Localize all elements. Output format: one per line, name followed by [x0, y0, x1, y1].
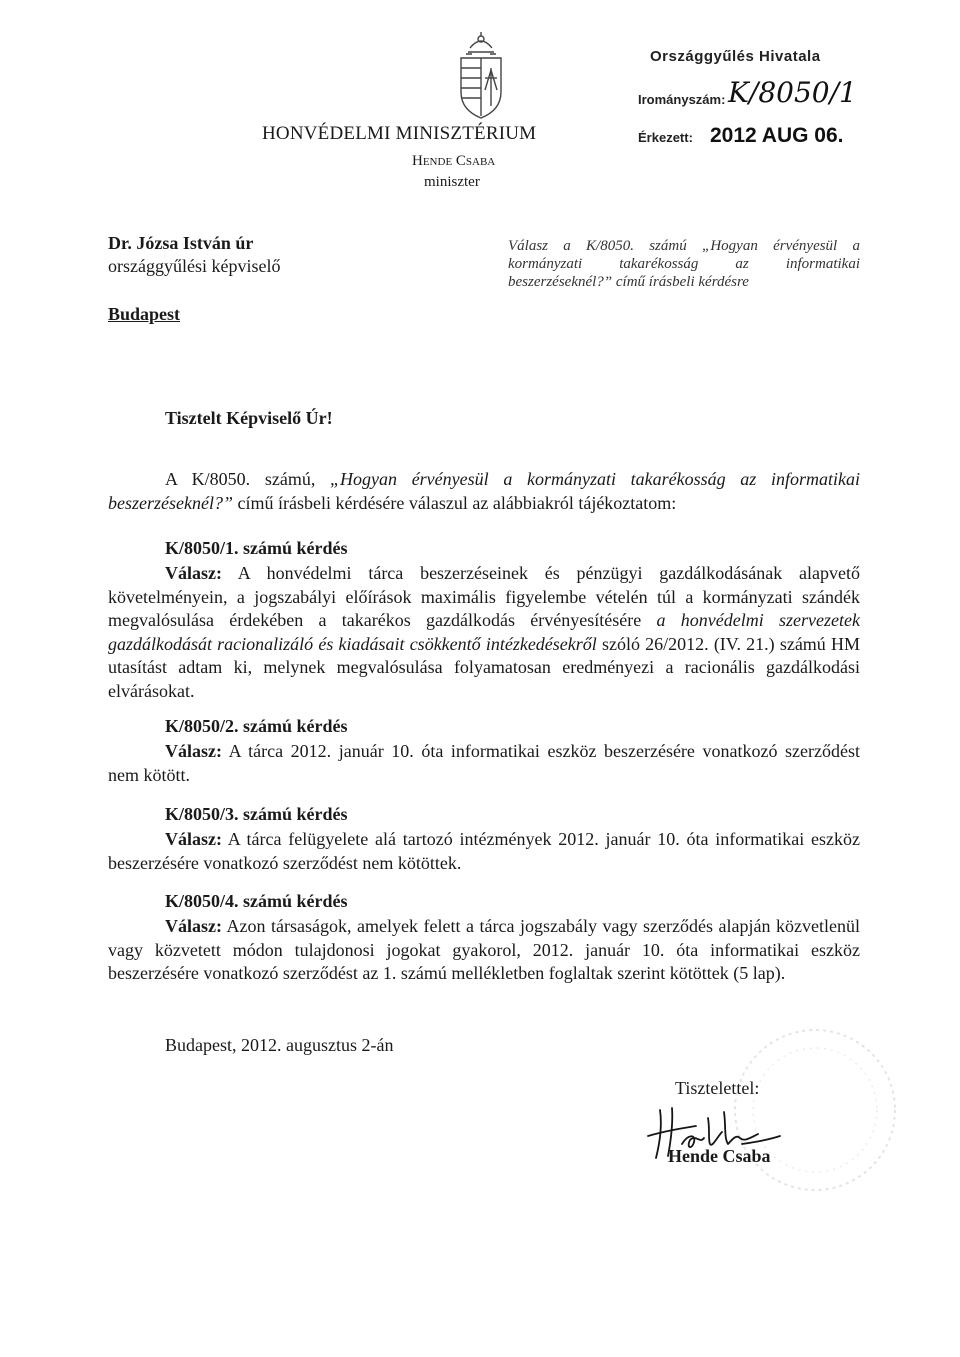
stamp-registration-value: K/8050/1 [728, 76, 857, 109]
answer-label: Válasz: [165, 741, 222, 761]
ministry-name: HONVÉDELMI MINISZTÉRIUM [262, 123, 537, 144]
answer-text: A tárca felügyelete alá tartozó intézmények 2012. január 10. óta informatikai eszköz beszerzésére vonatkozó szerződést nem kötöttek. [108, 829, 860, 873]
intro-suffix: című írásbeli kérdésére válaszul az alábbiakról tájékoztatom: [232, 492, 677, 513]
answer-paragraph [108, 828, 860, 875]
signer-name: Hende Csaba [668, 1146, 771, 1166]
answer-label: Válasz: [165, 563, 222, 583]
answer-text: A honvédelmi tárca beszerzéseinek és pénzügyi gazdálkodásának alapvető követelményein, a jogszabályi előírások maximális figyelembe vételén túl a kormányzati szándék megvalósulása érdekében a takarékos gazdálkodás érvényesítésére [108, 563, 860, 630]
intro-title: „Hogyan érvényesül a kormányzati takarékosság az informatikai beszerzéseknél?” [108, 469, 860, 513]
stamp-arrival-value: 2012 AUG 06. [710, 124, 844, 147]
answer-paragraph [108, 562, 860, 703]
stamp-arrival-label: Érkezett: [638, 130, 693, 145]
answer-paragraph [108, 915, 860, 986]
subject-line: Válasz a K/8050. számú „Hogyan érvényesül a kormányzati takarékosság az informatikai beszerzéseknél?” című írásbeli kérdésre [508, 238, 860, 290]
addressee-name: Dr. Józsa István úr [108, 233, 254, 253]
answer-text-end: szóló 26/2012. (IV. 21.) számú HM utasítást adtam ki, melynek megvalósulása folyamatosan eredményezi a racionális gazdálkodási elvárásokat. [108, 633, 860, 701]
salutation: Tisztelt Képviselő Úr! [165, 408, 333, 428]
intro-paragraph [108, 468, 860, 515]
answer-italic-text: a honvédelmi szervezetek gazdálkodását racionalizáló és kiadásait csökkentő intézkedésekről [108, 610, 860, 654]
closing: Tisztelettel: [675, 1078, 760, 1098]
answer-paragraph [108, 740, 860, 787]
addressee-title: országgyűlési képviselő [108, 256, 281, 276]
question-title: K/8050/2. számú kérdés [165, 716, 348, 736]
minister-name: Hende Csaba [412, 153, 496, 169]
minister-title: miniszter [424, 174, 480, 190]
stamp-office: Országgyűlés Hivatala [650, 48, 821, 65]
addressee-city: Budapest [108, 304, 181, 324]
coat-of-arms-icon [452, 30, 510, 122]
place-date: Budapest, 2012. augusztus 2-án [165, 1035, 394, 1055]
question-title: K/8050/3. számú kérdés [165, 804, 348, 824]
intro-prefix: A K/8050. számú, [165, 469, 331, 489]
answer-label: Válasz: [165, 829, 222, 849]
answer-text: A tárca 2012. január 10. óta informatikai eszköz beszerzésére vonatkozó szerződést nem kötött. [108, 741, 860, 785]
registration-stamp [638, 48, 878, 158]
stamp-registration-label: Irományszám: [638, 92, 726, 107]
answer-text: Azon társaságok, amelyek felett a tárca jogszabály vagy szerződés alapján közvetlenül vagy közvetett módon tulajdonosi jogokat gyakorol, 2012. január 10. óta informatikai eszköz beszerzésére vonatkozó szerződést az 1. számú mellékletben foglaltak szerint kötöttek (5 lap). [108, 916, 860, 983]
question-title: K/8050/1. számú kérdés [165, 538, 348, 558]
question-title: K/8050/4. számú kérdés [165, 891, 348, 911]
answer-label: Válasz: [165, 916, 222, 936]
